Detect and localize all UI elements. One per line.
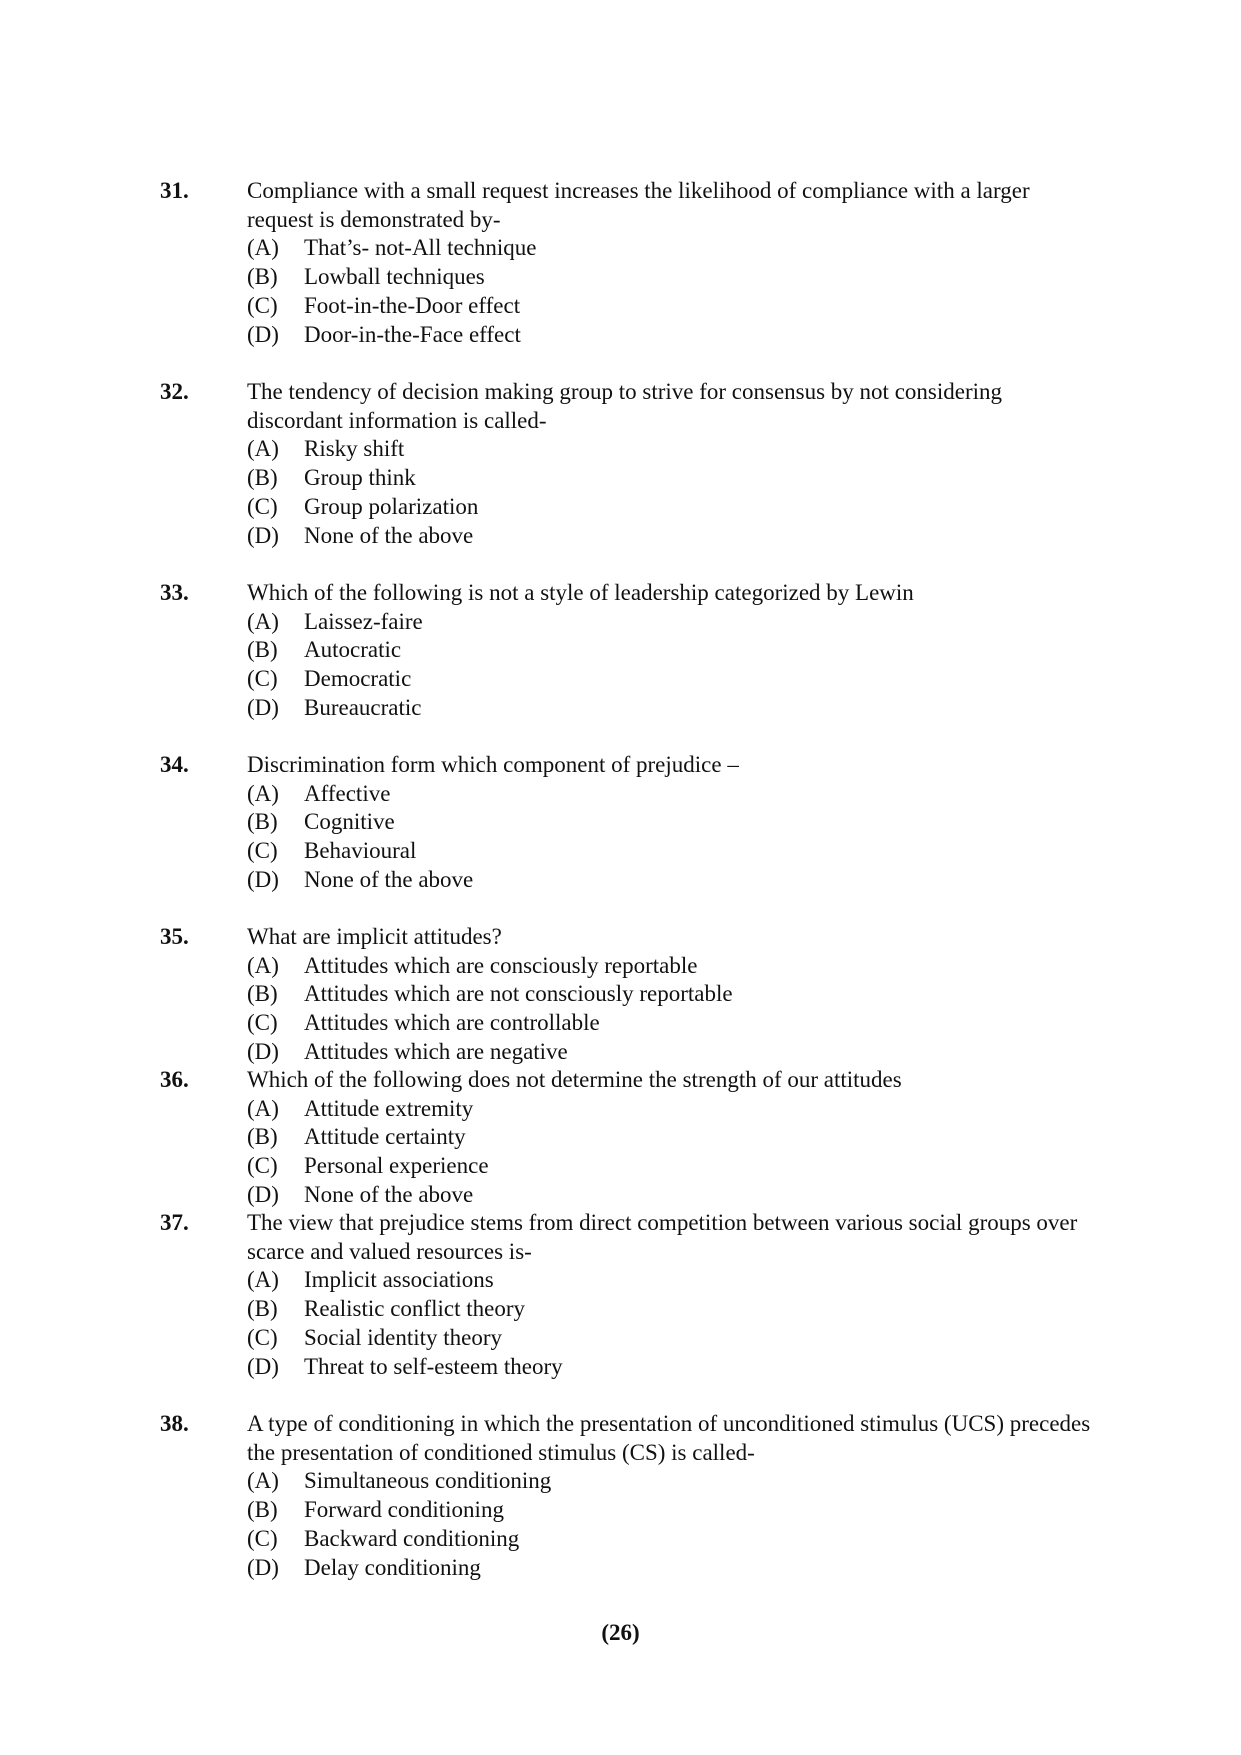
option-label: (A) — [247, 1267, 279, 1293]
option-b — [247, 1295, 1100, 1324]
option-label: (B) — [247, 637, 278, 663]
option-text: Lowball techniques — [304, 264, 485, 290]
option-text: Delay conditioning — [304, 1554, 481, 1580]
option-label: (D) — [247, 1038, 279, 1064]
option-label: (D) — [247, 1554, 279, 1580]
option-text: Attitudes which are negative — [304, 1038, 568, 1064]
option-b — [247, 980, 1100, 1009]
option-text: Attitude certainty — [304, 1124, 466, 1150]
question-number: 37. — [160, 1210, 189, 1235]
question-33 — [160, 579, 1100, 723]
question-37 — [160, 1209, 1100, 1381]
option-d — [247, 1554, 1100, 1583]
option-text: Attitudes which are controllable — [304, 1010, 600, 1036]
option-a — [247, 780, 1100, 809]
option-a — [247, 1467, 1100, 1496]
option-d — [247, 1038, 1100, 1067]
option-label: (A) — [247, 780, 279, 806]
option-text: Attitudes which are consciously reportable — [304, 952, 698, 978]
option-label: (B) — [247, 981, 278, 1007]
page-number: (26) — [601, 1620, 640, 1645]
option-label: (C) — [247, 493, 278, 519]
option-c — [247, 665, 1100, 694]
option-c — [247, 837, 1100, 866]
question-34 — [160, 751, 1100, 895]
option-text: Affective — [304, 780, 391, 806]
option-d — [247, 866, 1100, 895]
option-c — [247, 1525, 1100, 1554]
option-a — [247, 952, 1100, 981]
question-32 — [160, 378, 1100, 550]
option-label: (D) — [247, 321, 279, 347]
question-text: Which of the following does not determine the strength of our attitudes — [247, 1067, 902, 1092]
option-text: Social identity theory — [304, 1324, 503, 1350]
option-c — [247, 292, 1100, 321]
question-text: Discrimination form which component of prejudice – — [247, 752, 739, 777]
option-text: Autocratic — [304, 637, 402, 663]
option-label: (C) — [247, 1010, 278, 1036]
option-label: (B) — [247, 1296, 278, 1322]
question-text: The view that prejudice stems from direct competition between various social groups over scarce and valued resources is- — [247, 1210, 1078, 1264]
question-text: A type of conditioning in which the presentation of unconditioned stimulus (UCS) precedes the presentation of conditioned stimulus (CS) is called- — [247, 1411, 1091, 1465]
option-text: Door-in-the-Face effect — [304, 321, 521, 347]
option-c — [247, 493, 1100, 522]
option-d — [247, 1181, 1100, 1210]
option-a — [247, 435, 1100, 464]
option-a — [247, 1095, 1100, 1124]
option-label: (D) — [247, 522, 279, 548]
option-text: Behavioural — [304, 838, 417, 864]
option-label: (D) — [247, 694, 279, 720]
option-text: Foot-in-the-Door effect — [304, 292, 521, 318]
option-d — [247, 522, 1100, 551]
option-label: (C) — [247, 292, 278, 318]
option-text: Risky shift — [304, 436, 405, 462]
option-b — [247, 1496, 1100, 1525]
option-text: Attitude extremity — [304, 1095, 474, 1121]
option-label: (C) — [247, 1525, 278, 1551]
option-label: (B) — [247, 809, 278, 835]
option-label: (A) — [247, 235, 279, 261]
option-a — [247, 608, 1100, 637]
question-36 — [160, 1066, 1100, 1210]
option-a — [247, 1266, 1100, 1295]
option-text: None of the above — [304, 522, 474, 548]
option-c — [247, 1009, 1100, 1038]
question-number: 36. — [160, 1067, 189, 1092]
option-label: (B) — [247, 1124, 278, 1150]
question-31 — [160, 177, 1100, 349]
option-text: Implicit associations — [304, 1267, 494, 1293]
option-b — [247, 1123, 1100, 1152]
question-number: 32. — [160, 379, 189, 404]
question-38 — [160, 1410, 1100, 1582]
option-label: (A) — [247, 436, 279, 462]
option-label: (B) — [247, 465, 278, 491]
option-label: (C) — [247, 666, 278, 692]
option-text: Threat to self-esteem theory — [304, 1353, 563, 1379]
option-text: Simultaneous conditioning — [304, 1468, 552, 1494]
option-text: Realistic conflict theory — [304, 1296, 525, 1322]
question-text: The tendency of decision making group to strive for consensus by not considering discordant information is called- — [247, 379, 1003, 433]
question-number: 34. — [160, 752, 189, 777]
option-label: (B) — [247, 1497, 278, 1523]
option-b — [247, 636, 1100, 665]
question-text: Compliance with a small request increases the likelihood of compliance with a larger request is demonstrated by- — [247, 178, 1030, 232]
option-label: (D) — [247, 1353, 279, 1379]
question-number: 31. — [160, 178, 189, 203]
option-b — [247, 808, 1100, 837]
option-label: (A) — [247, 1095, 279, 1121]
option-label: (A) — [247, 608, 279, 634]
option-text: Laissez-faire — [304, 608, 423, 634]
option-d — [247, 321, 1100, 350]
option-text: Cognitive — [304, 809, 395, 835]
option-label: (C) — [247, 838, 278, 864]
option-d — [247, 1353, 1100, 1382]
option-d — [247, 694, 1100, 723]
option-label: (A) — [247, 1468, 279, 1494]
question-number: 38. — [160, 1411, 189, 1436]
question-text: Which of the following is not a style of leadership categorized by Lewin — [247, 580, 914, 605]
option-label: (A) — [247, 952, 279, 978]
option-label: (D) — [247, 1181, 279, 1207]
question-number: 35. — [160, 924, 189, 949]
question-number: 33. — [160, 580, 189, 605]
option-text: Democratic — [304, 666, 412, 692]
option-text: Bureaucratic — [304, 694, 422, 720]
option-text: Forward conditioning — [304, 1497, 504, 1523]
option-label: (C) — [247, 1324, 278, 1350]
option-text: Attitudes which are not consciously reportable — [304, 981, 733, 1007]
option-text: Group think — [304, 465, 416, 491]
option-a — [247, 234, 1100, 263]
question-text: What are implicit attitudes? — [247, 924, 502, 949]
option-text: None of the above — [304, 866, 474, 892]
option-c — [247, 1152, 1100, 1181]
option-text: None of the above — [304, 1181, 474, 1207]
option-label: (C) — [247, 1153, 278, 1179]
option-b — [247, 464, 1100, 493]
option-text: Group polarization — [304, 493, 479, 519]
option-text: Personal experience — [304, 1153, 489, 1179]
option-label: (B) — [247, 264, 278, 290]
option-label: (D) — [247, 866, 279, 892]
question-35 — [160, 923, 1100, 1067]
option-b — [247, 263, 1100, 292]
option-text: That’s- not-All technique — [304, 235, 537, 261]
option-c — [247, 1324, 1100, 1353]
option-text: Backward conditioning — [304, 1525, 520, 1551]
